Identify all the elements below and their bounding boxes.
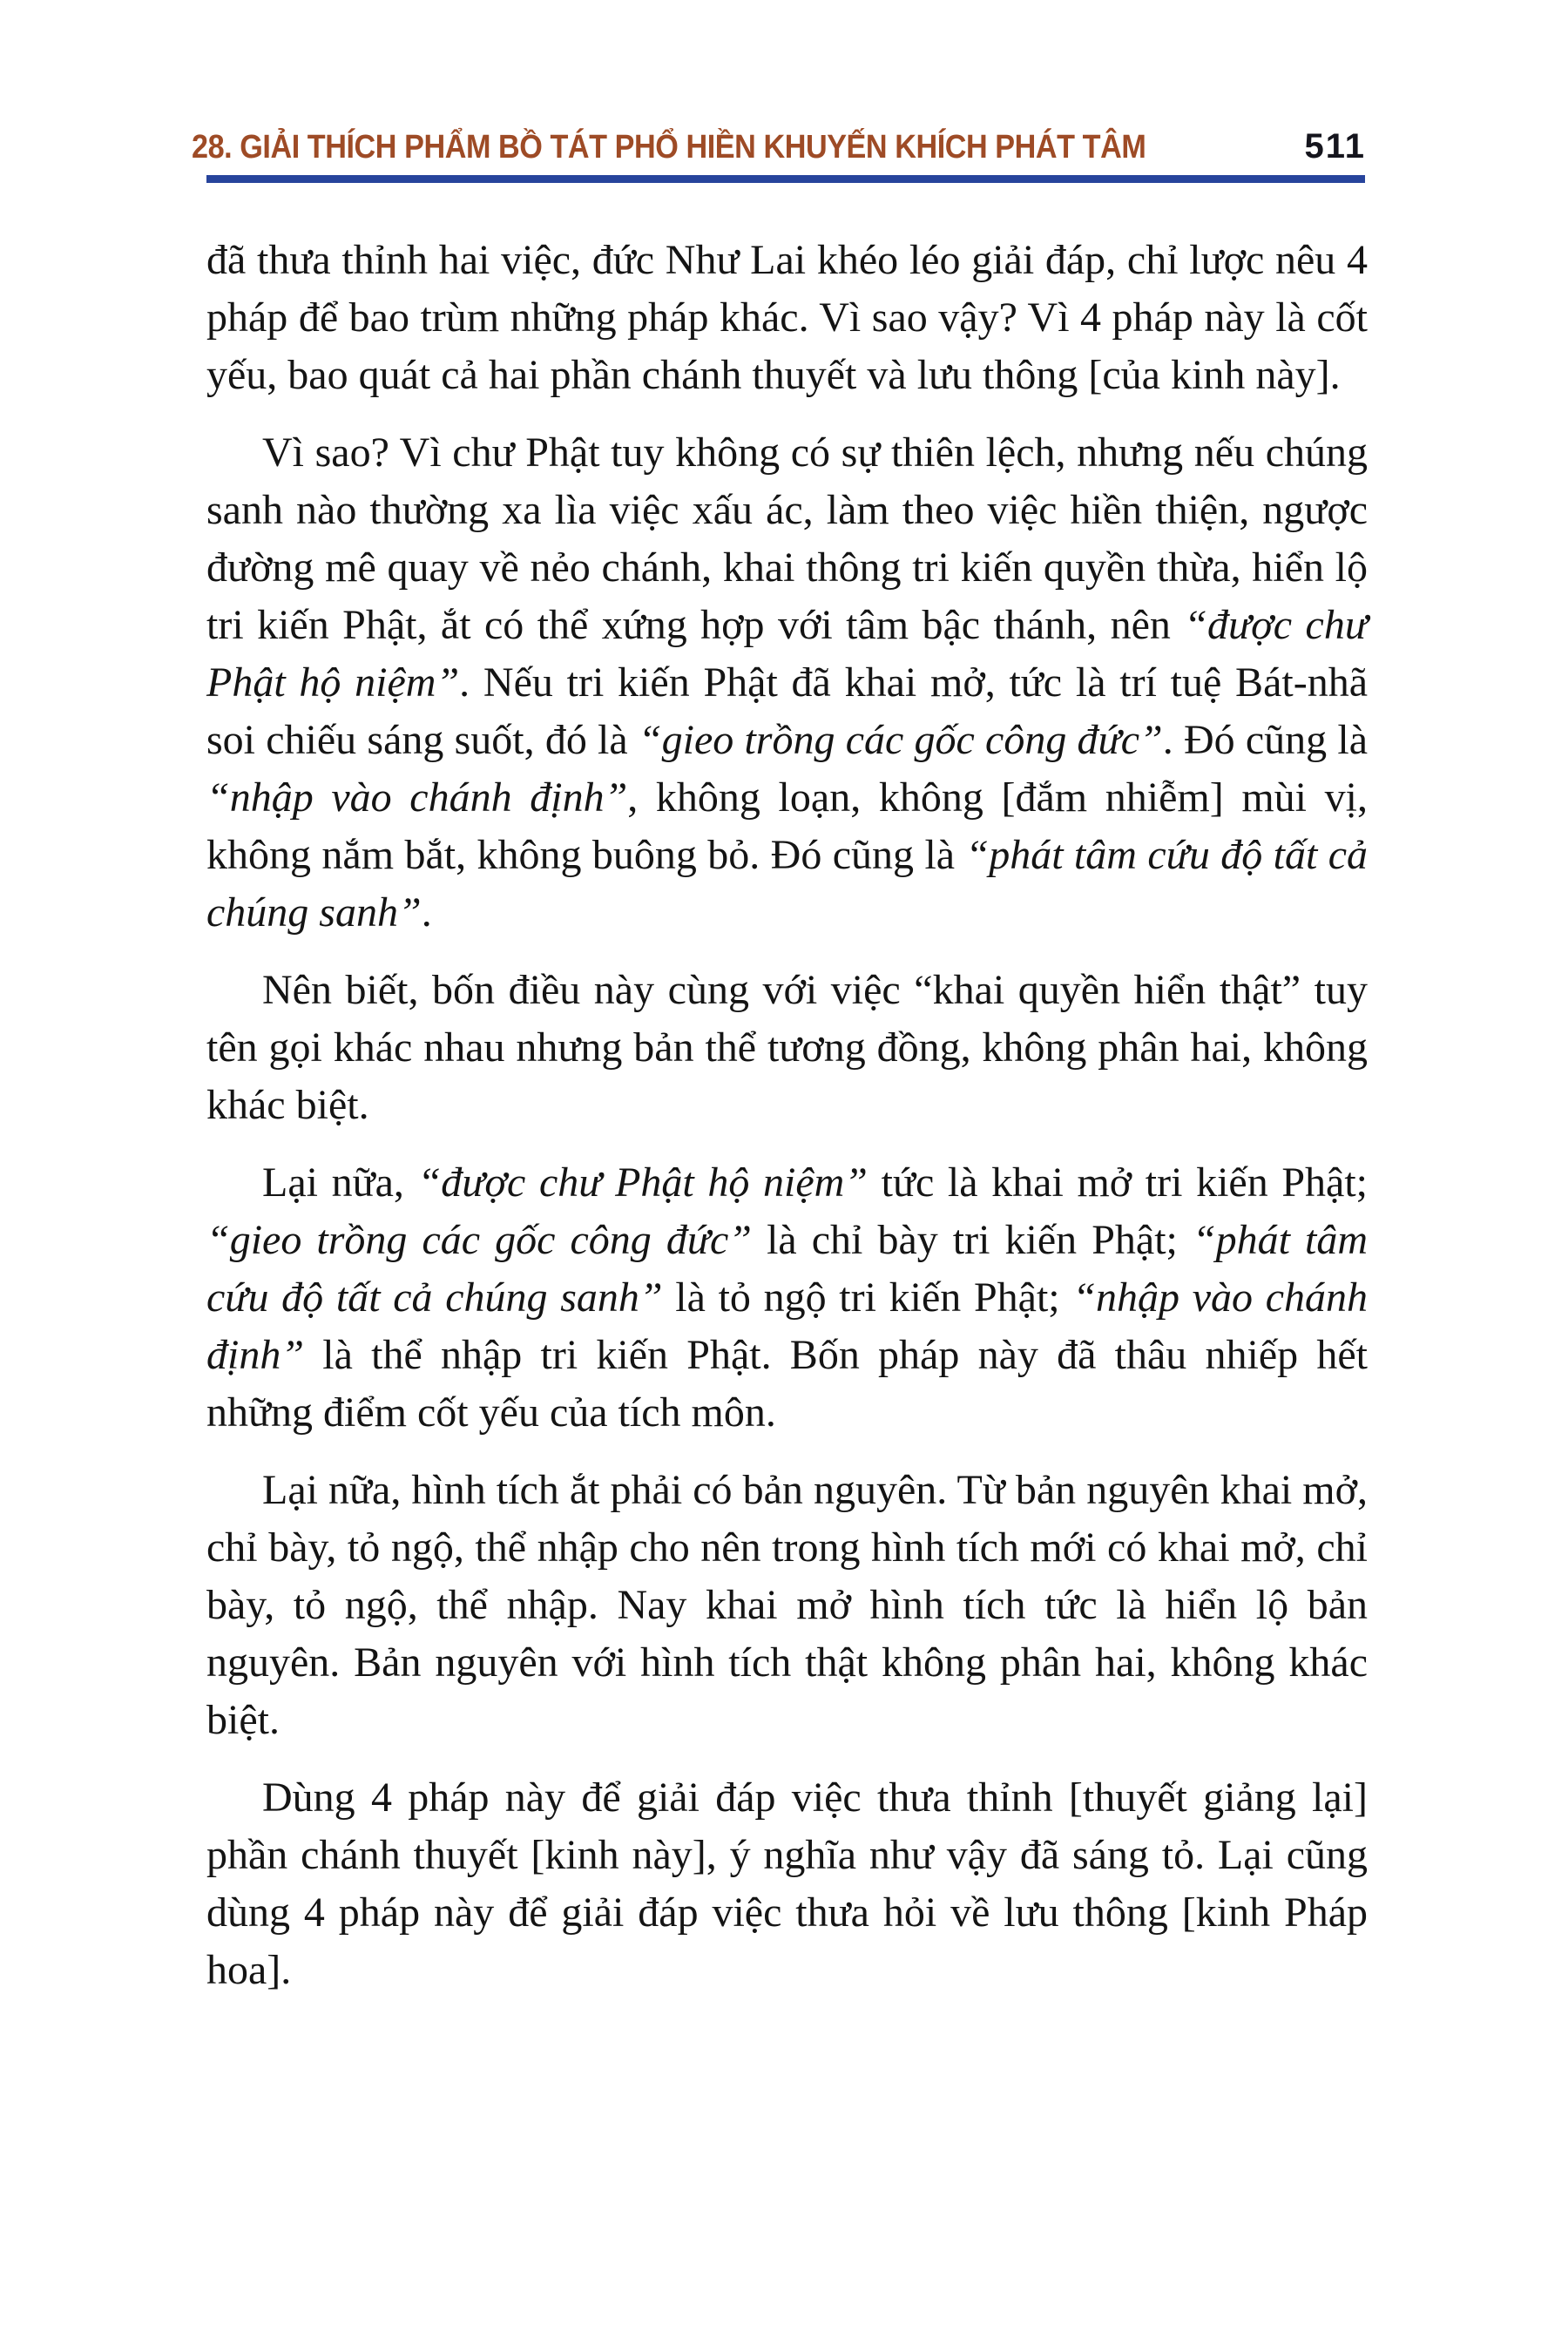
text-segment: “phát tâm cứu độ tất cả chúng sanh” (206, 1217, 1369, 1321)
paragraph (206, 962, 1368, 1134)
paragraph (206, 1154, 1368, 1442)
text-segment: , không loạn, không [đắm nhiễm] mùi vị, không nắm bắt, không buông bỏ. Đó cũng là (206, 774, 1368, 878)
text-segment: “nhập vào chánh định” (206, 1274, 1369, 1378)
text-segment: “được chư Phật hộ niệm” (417, 1159, 868, 1206)
text-segment: . Đó cũng là (1162, 717, 1369, 763)
text-segment: . Nếu tri kiến Phật đã khai mở, tức là trí tuệ Bát-nhã soi chiếu sáng suốt, đó là (206, 659, 1369, 763)
text-segment: Vì sao? Vì chư Phật tuy không có sự thiên lệch, nhưng nếu chúng sanh nào thường xa lìa việc xấu ác, làm theo việc hiền thiện, ngược đường mê quay về nẻo chánh, khai thông tri kiến quyền thừa, hiển lộ tri kiến Phật, ắt có thể xứng hợp với tâm bậc thánh, nên (206, 429, 1368, 648)
text-segment: là tỏ ngộ tri kiến Phật; (662, 1274, 1073, 1321)
paragraph (206, 1462, 1368, 1749)
text-segment: là thể nhập tri kiến Phật. Bốn pháp này đã thâu nhiếp hết những điểm cốt yếu của tích môn. (206, 1332, 1368, 1436)
text-segment: tức là khai mở tri kiến Phật; (868, 1159, 1369, 1206)
text-segment: “gieo trồng các gốc công đức” (638, 717, 1163, 763)
chapter-title: 28. GIẢI THÍCH PHẨM BỒ TÁT PHỔ HIỀN KHUYẾN KHÍCH PHÁT TÂM (192, 129, 1146, 166)
page-number: 511 (1304, 127, 1366, 166)
text-segment: “được chư Phật hộ niệm” (206, 602, 1368, 706)
text-segment: “nhập vào chánh định” (206, 774, 628, 821)
text-segment: Lại nữa, hình tích ắt phải có bản nguyên. Từ bản nguyên khai mở, chỉ bày, tỏ ngộ, thể nhập cho nên trong hình tích mới có khai mở, chỉ bày, tỏ ngộ, thể nhập. Nay khai mở hình tích tức là hiển lộ bản nguyên. Bản nguyên với hình tích thật không phân hai, không khác biệt. (206, 1467, 1368, 1743)
paragraph (206, 232, 1368, 404)
text-segment: “gieo trồng các gốc công đức” (206, 1217, 753, 1263)
text-segment: Nên biết, bốn điều này cùng với việc “khai quyền hiển thật” tuy tên gọi khác nhau nhưng bản thể tương đồng, không phân hai, không khác biệt. (206, 967, 1368, 1128)
paragraph (206, 424, 1368, 942)
header-rule (206, 175, 1365, 183)
page-header (192, 127, 1366, 166)
paragraph (206, 1769, 1368, 1999)
page-body (206, 232, 1368, 2019)
text-segment: . (421, 889, 432, 936)
text-segment: đã thưa thỉnh hai việc, đức Như Lai khéo léo giải đáp, chỉ lược nêu 4 pháp để bao trùm những pháp khác. Vì sao vậy? Vì 4 pháp này là cốt yếu, bao quát cả hai phần chánh thuyết và lưu thông [của kinh này]. (206, 237, 1368, 398)
text-segment: Lại nữa, (262, 1159, 418, 1206)
text-segment: “phát tâm cứu độ tất cả chúng sanh” (206, 832, 1368, 936)
text-segment: Dùng 4 pháp này để giải đáp việc thưa thỉnh [thuyết giảng lại] phần chánh thuyết [kinh này], ý nghĩa như vậy đã sáng tỏ. Lại cũng dùng 4 pháp này để giải đáp việc thưa hỏi về lưu thông [kinh Pháp hoa]. (206, 1774, 1368, 1993)
text-segment: là chỉ bày tri kiến Phật; (752, 1217, 1193, 1263)
